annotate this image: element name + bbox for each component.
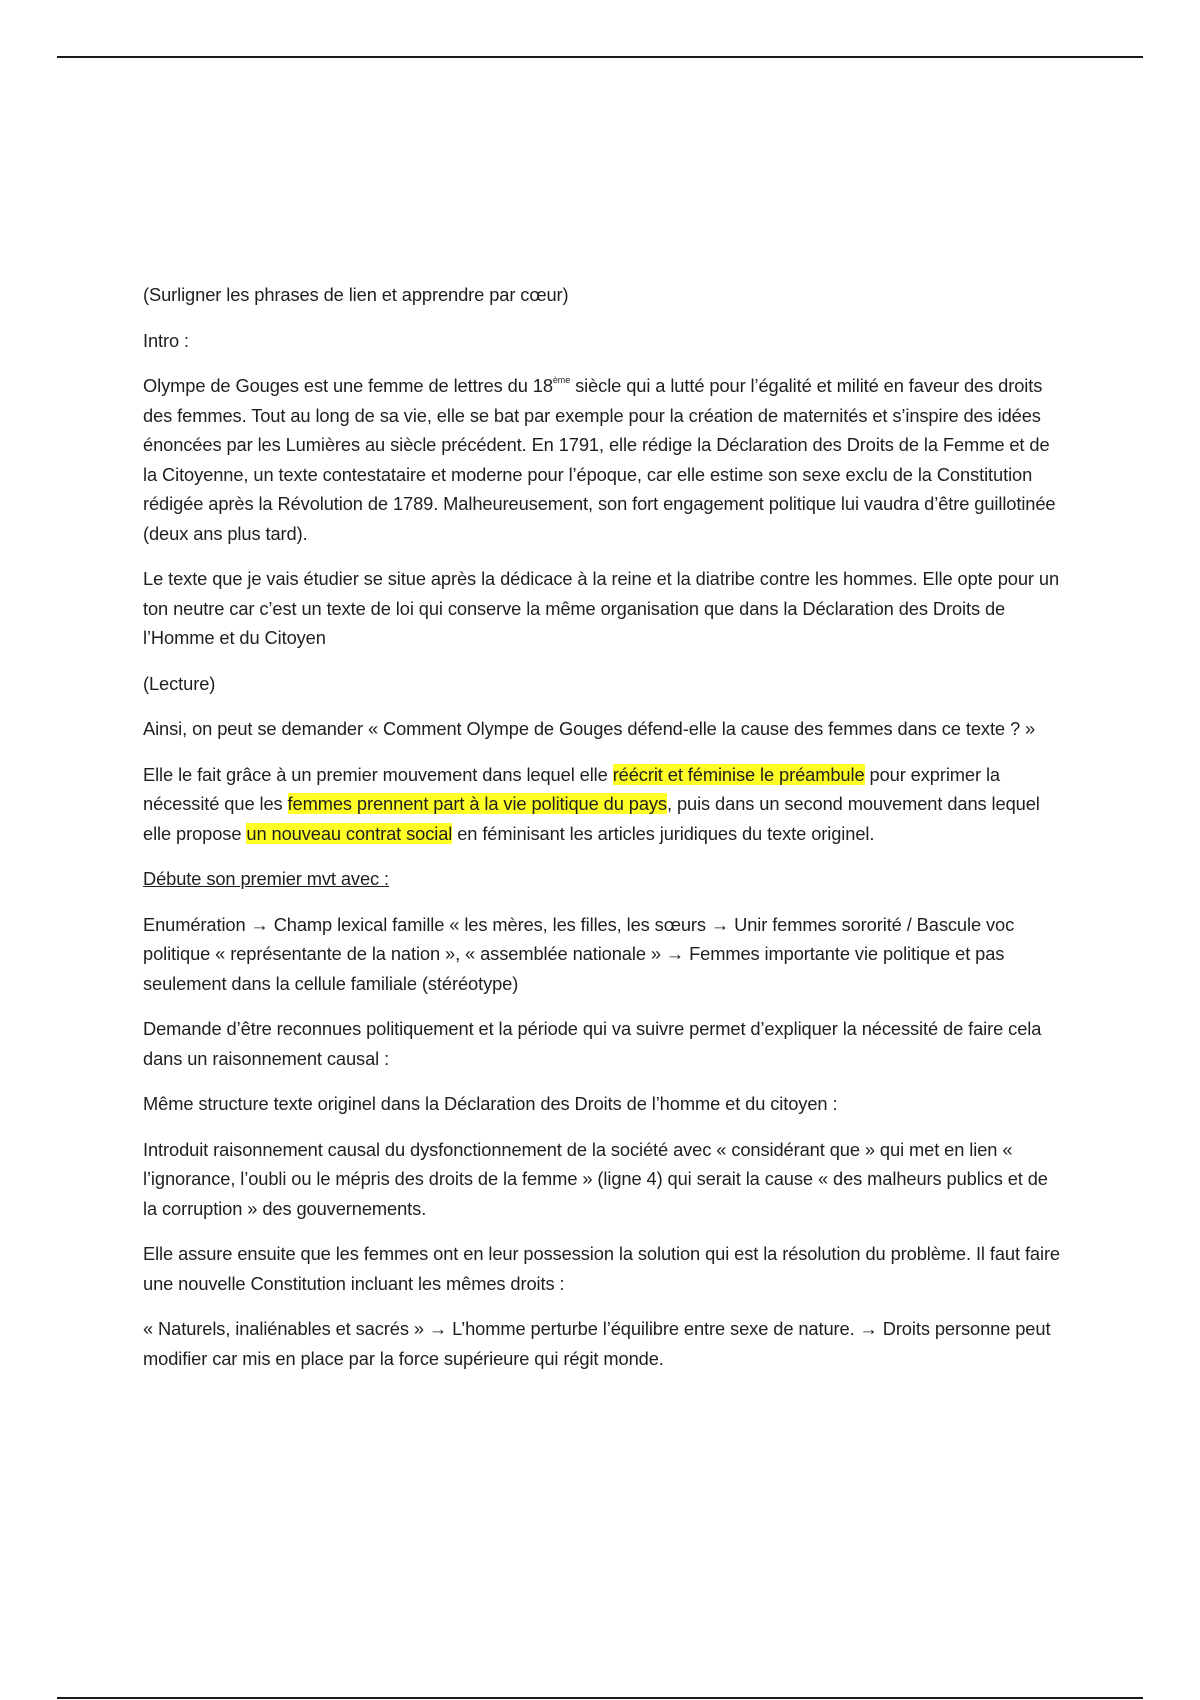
- movement-heading: Débute son premier mvt avec :: [143, 868, 390, 889]
- problematic-paragraph: Ainsi, on peut se demander « Comment Olympe de Gouges défend-elle la cause des femmes dans ce texte ? »: [143, 718, 1036, 739]
- section-heading-intro: Intro :: [143, 329, 190, 351]
- document-body: [143, 280, 1063, 1389]
- analysis-paragraph: Enumération → Champ lexical famille « les mères, les filles, les sœurs → Unir femmes sororité / Bascule voc politique « représentante de la nation », « assemblée nationale » → Femmes importante vie politique et pas seulement dans la cellule familiale (stéréotype): [143, 913, 1015, 994]
- context-paragraph: Le texte que je vais étudier se situe après la dédicace à la reine et la diatribe contre les hommes. Elle opte pour un ton neutre car c’est un texte de loi qui conserve la même organisation que dans la Déclaration des Droits de l’Homme et du Citoyen: [143, 568, 1060, 648]
- instruction-note: (Surligner les phrases de lien et apprendre par cœur): [143, 284, 569, 305]
- analysis-paragraph: « Naturels, inaliénables et sacrés » → L’homme perturbe l’équilibre entre sexe de nature. → Droits personne peut modifier car mis en place par la force supérieure qui régit monde.: [143, 1318, 1051, 1369]
- plan-paragraph: Elle le fait grâce à un premier mouvement dans lequel elle réécrit et féminise le préambule pour exprimer la nécessité que les femmes prennent part à la vie politique du pays, puis dans un second mouvement dans lequel elle propose un nouveau contrat social en féminisant les articles juridiques du texte originel.: [143, 763, 1040, 844]
- superscript: ème: [552, 375, 571, 385]
- footer-rule: [57, 1697, 1143, 1699]
- intro-paragraph: Olympe de Gouges est une femme de lettres du 18ème siècle qui a lutté pour l’égalité et milité en faveur des droits des femmes. Tout au long de sa vie, elle se bat par exemple pour la création de maternités et s’inspire des idées énoncées par les Lumières au siècle précédent. En 1791, elle rédige la Déclaration des Droits de la Femme et de la Citoyenne, un texte contestataire et moderne pour l’époque, car elle estime son sexe exclu de la Constitution rédigée après la Révolution de 1789. Malheureusement, son fort engagement politique lui vaudra d’être guillotinée (deux ans plus tard).: [143, 375, 1056, 544]
- analysis-paragraph: Elle assure ensuite que les femmes ont en leur possession la solution qui est la résolution du problème. Il faut faire une nouvelle Constitution incluant les mêmes droits :: [143, 1243, 1061, 1294]
- reading-note: (Lecture): [143, 672, 216, 694]
- analysis-paragraph: Même structure texte originel dans la Déclaration des Droits de l’homme et du citoyen :: [143, 1093, 838, 1114]
- highlighted-text: un nouveau contrat social: [246, 822, 453, 844]
- analysis-paragraph: Introduit raisonnement causal du dysfonctionnement de la société avec « considérant que » qui met en lien « l’ignorance, l’oubli ou le mépris des droits de la femme » (ligne 4) qui serait la cause « des malheurs publics et de la corruption » des gouvernements.: [143, 1138, 1048, 1219]
- highlighted-text: femmes prennent part à la vie politique du pays: [287, 793, 667, 814]
- header-rule: [57, 56, 1143, 58]
- analysis-paragraph: Demande d’être reconnues politiquement et la période qui va suivre permet d’expliquer la nécessité de faire cela dans un raisonnement causal :: [143, 1018, 1042, 1069]
- highlighted-text: réécrit et féminise le préambule: [612, 763, 865, 785]
